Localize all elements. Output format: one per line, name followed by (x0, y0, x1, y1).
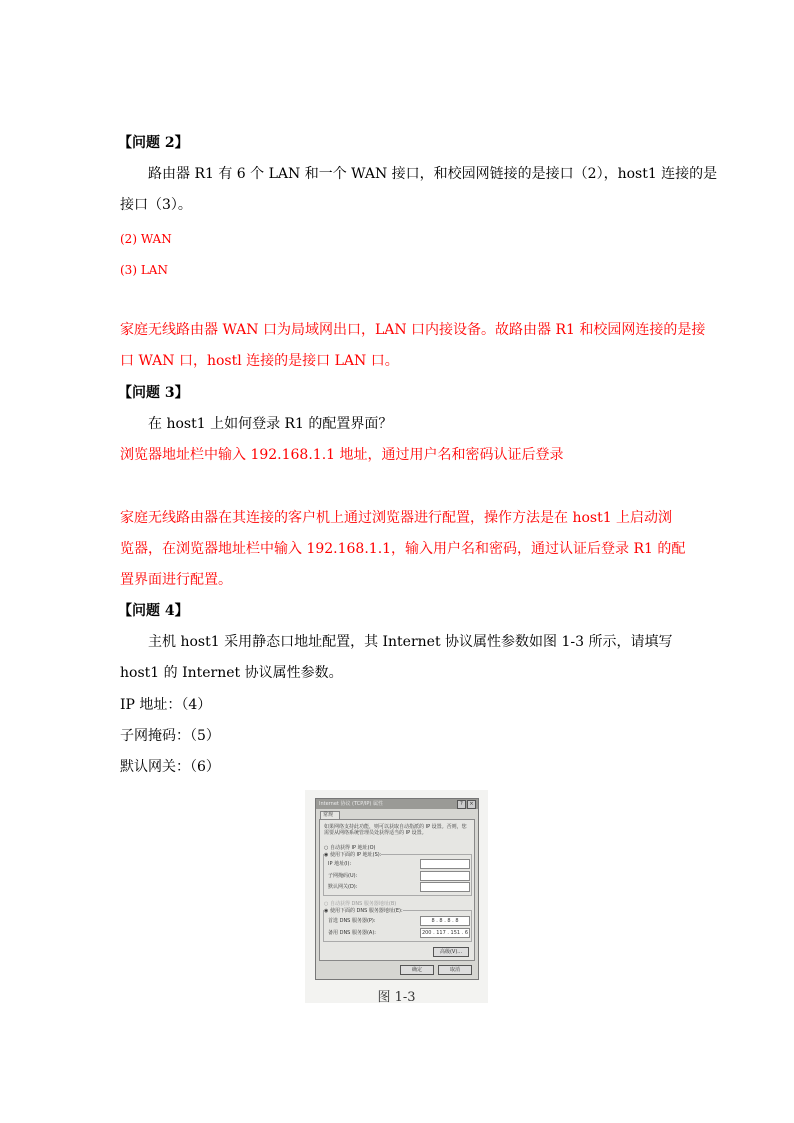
dialog-titlebar (316, 799, 478, 809)
dns2-field: 200 . 117 . 151 . 6 (421, 930, 469, 936)
dns2-label: 备用 DNS 服务器(A): (328, 930, 376, 936)
q4-question-line2: host1 的 Internet 协议属性参数。 (120, 665, 343, 681)
q4-heading: 【问题 4】 (118, 603, 189, 619)
q2-answer-1: (2) WAN (120, 232, 172, 246)
q3-explain-line3: 置界面进行配置。 (120, 572, 232, 588)
q2-question-line1: 路由器 R1 有 6 个 LAN 和一个 WAN 接口，和校园网链接的是接口（2），host1 连接的是 (148, 166, 718, 182)
q2-answer-2: (3) LAN (120, 263, 168, 277)
q3-question: 在 host1 上如何登录 R1 的配置界面？ (148, 416, 393, 432)
q3-answer: 浏览器地址栏中输入 192.168.1.1 地址，通过用户名和密码认证后登录 (120, 447, 564, 463)
q3-explain-line1: 家庭无线路由器在其连接的客户机上通过浏览器进行配置，操作方法是在 host1 上启动浏 (120, 510, 673, 526)
tab-general: 常规 (320, 811, 340, 819)
close-icon: × (467, 800, 476, 809)
cancel-button: 取消 (438, 965, 472, 975)
advanced-button: 高级(V)... (433, 947, 469, 957)
figure-1-3 (305, 790, 488, 1003)
q4-question-line1: 主机 host1 采用静态口地址配置，其 Internet 协议属性参数如图 1-3 所示，请填写 (148, 634, 673, 650)
q4-ip: IP 地址：（4） (120, 697, 212, 713)
help-icon: ? (457, 800, 466, 809)
figure-caption: 图 1-3 (377, 990, 416, 1005)
q2-explain-line2: 口 WAN 口，hostl 连接的是接口 LAN 口。 (120, 353, 399, 369)
dns1-label: 首选 DNS 服务器(P): (328, 918, 376, 924)
q4-mask: 子网掩码：（5） (120, 728, 220, 744)
auto-dns-radio: ○ 自动获得 DNS 服务器地址(B) (324, 901, 397, 907)
ip-field (420, 859, 470, 869)
manual-ip-radio: ◉ 使用下面的 IP 地址(S): (324, 852, 382, 858)
dialog-intro: 如果网络支持此功能，则可以获取自动指派的 IP 设置。否则，您需要从网络系统管理员处获得适当的 IP 设置。 (324, 824, 467, 836)
mask-field (420, 871, 470, 881)
auto-ip-radio: ○ 自动获得 IP 地址(O) (324, 845, 376, 851)
manual-dns-radio: ◉ 使用下面的 DNS 服务器地址(E): (324, 908, 403, 914)
dialog-title: Internet 协议 (TCP/IP) 属性 (319, 801, 383, 807)
mask-label: 子网掩码(U): (328, 873, 358, 879)
gateway-field (420, 882, 470, 892)
ip-label: IP 地址(I): (328, 861, 352, 867)
q4-gateway: 默认网关：（6） (120, 759, 220, 775)
q2-heading: 【问题 2】 (118, 135, 189, 151)
ok-button: 确定 (400, 965, 434, 975)
general-pane (319, 819, 475, 961)
q3-heading: 【问题 3】 (118, 385, 189, 401)
q2-question-line2: 接口（3）。 (120, 197, 192, 213)
dns1-field: 8 . 8 . 8 . 8 (420, 916, 470, 926)
q2-explain-line1: 家庭无线路由器 WAN 口为局域网出口，LAN 口内接设备。故路由器 R1 和校园网连接的是接 (120, 322, 706, 338)
tcpip-properties-dialog (315, 798, 479, 980)
gateway-label: 默认网关(D): (328, 884, 358, 890)
q3-explain-line2: 览器，在浏览器地址栏中输入 192.168.1.1，输入用户名和密码，通过认证后登录 R1 的配 (120, 541, 686, 557)
